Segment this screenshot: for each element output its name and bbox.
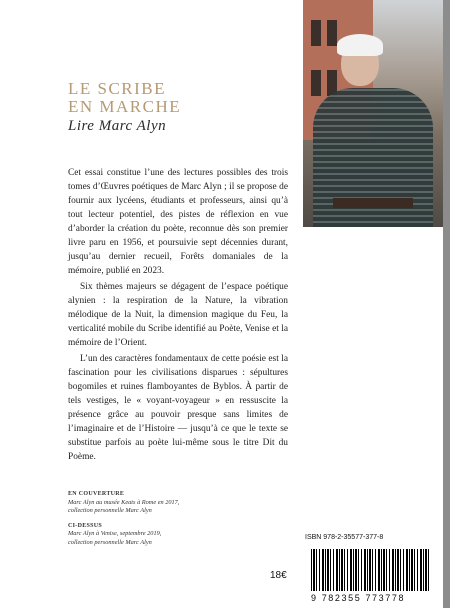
barcode-bars	[311, 549, 429, 591]
credit-above-heading: CI-DESSUS	[68, 522, 103, 529]
photo-window	[311, 20, 321, 46]
credit-cover-line-2: collection personnelle Marc Alyn	[68, 507, 152, 514]
title-line-1: LE SCRIBE	[68, 79, 167, 98]
credit-above	[68, 522, 288, 548]
photo-hair	[337, 34, 383, 56]
credit-cover-line-1: Marc Alyn au musée Keats à Rome en 2017,	[68, 498, 180, 506]
price: 18€	[270, 570, 287, 581]
blurb-text	[68, 166, 288, 466]
credit-cover-heading: EN COUVERTURE	[68, 491, 125, 497]
paragraph-1: Cet essai constitue l’une des lectures possibles des trois tomes d’Œuvres poétiques de Marc Alyn ; il se propose de fournir aux lycéens, étudiants et professeurs, ainsi qu’à tout lecteur potentiel, des pistes de réflexion en vue d’aborder la création du poète, reconnue dès son premier livre paru en 1956, et poursuivie sept décennies durant, jusqu’au dernier recueil, Forêts domaniales de la mémoire, publié en 2023.	[68, 168, 288, 276]
paragraph-3: L’un des caractères fondamentaux de cette poésie est la fascination pour les civilisations disparues : sépultures bogomiles et ruines flamboyantes de Byblos. À partir de tels vestiges, le « voyant-voyageur » en ressuscite la présence grâce au pouvoir presque sans limites de l’imaginaire et de l’Histoire — jusqu’à ce que le texte se substitue parfois au poète lui-même sous le titre Dit du Poème.	[68, 354, 288, 462]
book-title	[68, 80, 181, 116]
author-photo	[303, 0, 443, 227]
barcode-number: 9 782355 773778	[311, 593, 406, 603]
title-line-2: EN MARCHE	[68, 97, 182, 116]
credit-above-line-1: Marc Alyn à Venise, septembre 2019,	[68, 530, 162, 537]
isbn: ISBN 978-2-35577-377-8	[305, 534, 384, 541]
paragraph-2: Six thèmes majeurs se dégagent de l’espace poétique alynien : la respiration de la Nature, la vibration mélodique de la Nuit, la dimension magique du Feu, la verticalité mobile du Scribe identifié au Poète, Venise et la mémoire de l’Orient.	[68, 282, 288, 348]
cover-edge	[443, 0, 450, 608]
credit-above-line-2: collection personnelle Marc Alyn	[68, 538, 152, 546]
photo-window	[327, 20, 337, 46]
credit-cover	[68, 490, 288, 516]
book-subtitle: Lire Marc Alyn	[68, 118, 167, 134]
photo-window	[311, 70, 321, 96]
barcode	[301, 545, 441, 605]
photo-belt	[333, 198, 413, 208]
photo-credits	[68, 490, 288, 553]
